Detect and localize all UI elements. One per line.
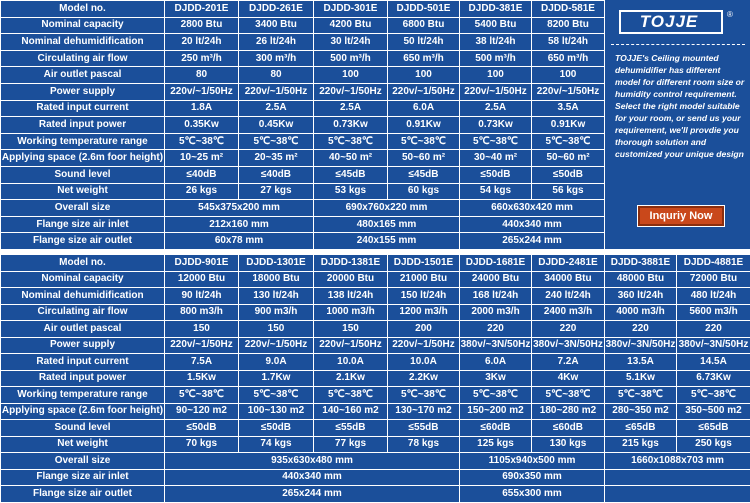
merged-cell: 440x340 mm — [460, 216, 605, 233]
table-cell: 250 kgs — [677, 436, 750, 453]
table-row — [1, 354, 750, 371]
table-cell: 220v/~1/50Hz — [388, 83, 460, 100]
table-cell: 70 kgs — [165, 436, 239, 453]
table-cell: 220 — [460, 321, 532, 338]
table-row — [1, 117, 605, 134]
table-cell: 5℃~38℃ — [239, 133, 314, 150]
table-cell: 5℃~38℃ — [314, 133, 388, 150]
table-cell: 5℃~38℃ — [460, 387, 532, 404]
row-label: Flange size air inlet — [1, 216, 165, 233]
table-cell: 140~160 m2 — [314, 403, 388, 420]
table-cell: 5℃~38℃ — [314, 387, 388, 404]
row-label: Rated input current — [1, 354, 165, 371]
table-cell: 2400 m3/h — [532, 304, 605, 321]
row-label: Air outlet pascal — [1, 67, 165, 84]
table-row — [1, 387, 750, 404]
table-cell: ≤45dB — [388, 166, 460, 183]
table-cell: 150 — [165, 321, 239, 338]
table-row — [1, 1, 605, 18]
table-cell: DJDD-1301E — [239, 255, 314, 272]
table-cell: 220v/~1/50Hz — [314, 337, 388, 354]
table-cell: ≤40dB — [165, 166, 239, 183]
panel-divider — [611, 44, 745, 45]
table-cell: 5℃~38℃ — [388, 387, 460, 404]
table-cell: 0.91Kw — [532, 117, 605, 134]
table-row — [1, 83, 605, 100]
table-cell: 500 m³/h — [314, 50, 388, 67]
table-cell: 3400 Btu — [239, 17, 314, 34]
row-label: Flange size air outlet — [1, 486, 165, 503]
table-cell: 53 kgs — [314, 183, 388, 200]
table-cell: ≤45dB — [314, 166, 388, 183]
table-cell: 240 lt/24h — [532, 288, 605, 305]
table-cell: DJDD-901E — [165, 255, 239, 272]
table-cell: 5℃~38℃ — [532, 133, 605, 150]
table-cell: 20~35 m² — [239, 150, 314, 167]
table-cell: 78 kgs — [388, 436, 460, 453]
table-cell: 60 kgs — [388, 183, 460, 200]
table-cell: 10~25 m² — [165, 150, 239, 167]
table-cell: 100 — [532, 67, 605, 84]
merged-cell: 240x155 mm — [314, 233, 460, 250]
table-row — [1, 436, 750, 453]
table-cell: 200 — [388, 321, 460, 338]
table-cell: 380v/~3N/50Hz — [532, 337, 605, 354]
table-cell: 1.5Kw — [165, 370, 239, 387]
table-cell: 350~500 m2 — [677, 403, 750, 420]
table-cell: 2000 m3/h — [460, 304, 532, 321]
merged-cell: 212x160 mm — [165, 216, 314, 233]
table-cell: 5℃~38℃ — [460, 133, 532, 150]
row-label: Sound level — [1, 420, 165, 437]
table-row — [1, 288, 750, 305]
row-label: Nominal dehumidification — [1, 288, 165, 305]
row-label: Nominal capacity — [1, 271, 165, 288]
table-cell: 6.73Kw — [677, 370, 750, 387]
table-row — [1, 200, 605, 217]
table-cell: 100 — [388, 67, 460, 84]
table-cell: 220 — [532, 321, 605, 338]
table-cell: 0.35Kw — [165, 117, 239, 134]
table-cell: 800 m3/h — [165, 304, 239, 321]
row-label: Net weight — [1, 183, 165, 200]
table-cell: 40~50 m² — [314, 150, 388, 167]
row-label: Flange size air outlet — [1, 233, 165, 250]
row-label: Applying space (2.6m foor height) — [1, 403, 165, 420]
merged-cell: 660x630x420 mm — [460, 200, 605, 217]
merged-cell: 690x350 mm — [460, 469, 605, 486]
table-cell: 5℃~38℃ — [388, 133, 460, 150]
row-label: Applying space (2.6m foor height) — [1, 150, 165, 167]
table-cell: 24000 Btu — [460, 271, 532, 288]
table-cell: 1000 m3/h — [314, 304, 388, 321]
table-cell: 5℃~38℃ — [605, 387, 677, 404]
row-label: Working temperature range — [1, 387, 165, 404]
table-cell: DJDD-2481E — [532, 255, 605, 272]
merged-cell: 1660x1088x703 mm — [605, 453, 750, 470]
table-cell: 168 lt/24h — [460, 288, 532, 305]
table-row — [1, 370, 750, 387]
table-cell: 9.0A — [239, 354, 314, 371]
table-cell: DJDD-301E — [314, 1, 388, 18]
table-cell: 0.45Kw — [239, 117, 314, 134]
table-cell: 5℃~38℃ — [165, 133, 239, 150]
table-cell: ≤60dB — [532, 420, 605, 437]
table-row — [1, 100, 605, 117]
table-cell: 26 kgs — [165, 183, 239, 200]
table-cell: 5400 Btu — [460, 17, 532, 34]
row-label: Working temperature range — [1, 133, 165, 150]
table-cell: ≤50dB — [239, 420, 314, 437]
table-cell: 3.5A — [532, 100, 605, 117]
table-cell: 5℃~38℃ — [239, 387, 314, 404]
table-cell: 10.0A — [388, 354, 460, 371]
table-cell: 38 lt/24h — [460, 34, 532, 51]
table-cell: DJDD-1381E — [314, 255, 388, 272]
table-cell: 4Kw — [532, 370, 605, 387]
table-cell: 30~40 m² — [460, 150, 532, 167]
merged-cell: 265x244 mm — [460, 233, 605, 250]
table-cell: ≤50dB — [165, 420, 239, 437]
table-cell: 138 lt/24h — [314, 288, 388, 305]
table-row — [1, 34, 605, 51]
row-label: Overall size — [1, 200, 165, 217]
table-cell: DJDD-261E — [239, 1, 314, 18]
table-cell: 14.5A — [677, 354, 750, 371]
merged-cell — [605, 486, 750, 503]
table-cell: 1.8A — [165, 100, 239, 117]
table-cell: 2800 Btu — [165, 17, 239, 34]
table-cell: DJDD-3881E — [605, 255, 677, 272]
table-cell: 5600 m3/h — [677, 304, 750, 321]
table-cell: 50~60 m² — [388, 150, 460, 167]
table-cell: 20000 Btu — [314, 271, 388, 288]
table-cell: 1200 m3/h — [388, 304, 460, 321]
row-label: Nominal capacity — [1, 17, 165, 34]
table-cell: 360 lt/24h — [605, 288, 677, 305]
table-cell: 100 — [460, 67, 532, 84]
table-row — [1, 255, 750, 272]
merged-cell: 1105x940x500 mm — [460, 453, 605, 470]
table-cell: 13.5A — [605, 354, 677, 371]
table-cell: 6.0A — [460, 354, 532, 371]
row-label: Nominal dehumidification — [1, 34, 165, 51]
row-label: Net weight — [1, 436, 165, 453]
table-cell: 380v/~3N/50Hz — [605, 337, 677, 354]
table-cell: 0.73Kw — [314, 117, 388, 134]
merged-cell: 935x630x480 mm — [165, 453, 460, 470]
table-cell: DJDD-4881E — [677, 255, 750, 272]
row-label: Power supply — [1, 83, 165, 100]
table-cell: 220 — [605, 321, 677, 338]
table-cell: 21000 Btu — [388, 271, 460, 288]
table-cell: 125 kgs — [460, 436, 532, 453]
table-cell: 2.2Kw — [388, 370, 460, 387]
merged-cell: 440x340 mm — [165, 469, 460, 486]
table-row — [1, 486, 750, 503]
row-label: Model no. — [1, 1, 165, 18]
table-cell: 2.5A — [314, 100, 388, 117]
table-cell: 77 kgs — [314, 436, 388, 453]
table-cell: 150~200 m2 — [460, 403, 532, 420]
table-cell: 150 lt/24h — [388, 288, 460, 305]
table-cell: 3Kw — [460, 370, 532, 387]
table-row — [1, 133, 605, 150]
table-cell: 220v/~1/50Hz — [165, 337, 239, 354]
table-cell: 380v/~3N/50Hz — [460, 337, 532, 354]
table-cell: 280~350 m2 — [605, 403, 677, 420]
row-label: Power supply — [1, 337, 165, 354]
table-cell: 5.1Kw — [605, 370, 677, 387]
table-cell: 90~120 m2 — [165, 403, 239, 420]
table-cell: 80 — [165, 67, 239, 84]
table-cell: 27 kgs — [239, 183, 314, 200]
row-label: Sound level — [1, 166, 165, 183]
table-row — [1, 420, 750, 437]
table-cell: ≤65dB — [605, 420, 677, 437]
table-cell: 500 m³/h — [460, 50, 532, 67]
table-cell: 220 — [677, 321, 750, 338]
table-cell: 150 — [239, 321, 314, 338]
table-row — [1, 453, 750, 470]
table-cell: 4000 m3/h — [605, 304, 677, 321]
table-cell: 90 lt/24h — [165, 288, 239, 305]
merged-cell: 690x760x220 mm — [314, 200, 460, 217]
table-row — [1, 67, 605, 84]
table-cell: 5℃~38℃ — [165, 387, 239, 404]
table-cell: 72000 Btu — [677, 271, 750, 288]
table-cell: ≤65dB — [677, 420, 750, 437]
table-cell: DJDD-381E — [460, 1, 532, 18]
table-cell: 100 — [314, 67, 388, 84]
table-cell: 48000 Btu — [605, 271, 677, 288]
table-cell: DJDD-1501E — [388, 255, 460, 272]
merged-cell: 655x300 mm — [460, 486, 605, 503]
table-cell: 220v/~1/50Hz — [532, 83, 605, 100]
table-cell: 220v/~1/50Hz — [239, 337, 314, 354]
info-panel — [604, 0, 750, 249]
table-cell: 180~280 m2 — [532, 403, 605, 420]
table-row — [1, 216, 605, 233]
table-cell: 7.5A — [165, 354, 239, 371]
table-cell: 34000 Btu — [532, 271, 605, 288]
table-cell: 20 lt/24h — [165, 34, 239, 51]
table-cell: 4200 Btu — [314, 17, 388, 34]
row-label: Rated input power — [1, 370, 165, 387]
table-cell: DJDD-1681E — [460, 255, 532, 272]
row-label: Overall size — [1, 453, 165, 470]
table-cell: 2.5A — [239, 100, 314, 117]
row-label: Flange size air inlet — [1, 469, 165, 486]
table-cell: 220v/~1/50Hz — [388, 337, 460, 354]
table-cell: 5℃~38℃ — [677, 387, 750, 404]
table-cell: 100~130 m2 — [239, 403, 314, 420]
merged-cell — [605, 469, 750, 486]
table-row — [1, 403, 750, 420]
table-cell: 80 — [239, 67, 314, 84]
table-row — [1, 150, 605, 167]
table-cell: 220v/~1/50Hz — [460, 83, 532, 100]
table-cell: 56 kgs — [532, 183, 605, 200]
brand-name: TOJJE — [619, 12, 719, 32]
table-row — [1, 17, 605, 34]
table-cell: 12000 Btu — [165, 271, 239, 288]
table-cell: 5℃~38℃ — [532, 387, 605, 404]
table-cell: 130~170 m2 — [388, 403, 460, 420]
merged-cell: 480x165 mm — [314, 216, 460, 233]
table-cell: 215 kgs — [605, 436, 677, 453]
table-cell: 0.91Kw — [388, 117, 460, 134]
table-cell: DJDD-501E — [388, 1, 460, 18]
row-label: Circulating air flow — [1, 50, 165, 67]
table-cell: 130 kgs — [532, 436, 605, 453]
table-row — [1, 271, 750, 288]
table-cell: ≤55dB — [314, 420, 388, 437]
panel-description: TOJJE's Ceiling mounted dehumidifier has different model for different room size or humidity control requirement. Select the right model suitable for your room, or send us your requirement, we'll provdie you thorough solution and customized your unique design — [615, 52, 747, 160]
table-cell: 7.2A — [532, 354, 605, 371]
table-row — [1, 337, 750, 354]
table-cell: ≤50dB — [532, 166, 605, 183]
table-cell: 6800 Btu — [388, 17, 460, 34]
table-cell: 650 m³/h — [532, 50, 605, 67]
spec-table-small-models — [0, 0, 605, 250]
table-cell: 0.73Kw — [460, 117, 532, 134]
merged-cell: 60x78 mm — [165, 233, 314, 250]
table-cell: ≤55dB — [388, 420, 460, 437]
table-row — [1, 233, 605, 250]
table-row — [1, 469, 750, 486]
table-cell: 130 lt/24h — [239, 288, 314, 305]
table-cell: ≤60dB — [460, 420, 532, 437]
table-cell: 50~60 m² — [532, 150, 605, 167]
table-cell: 54 kgs — [460, 183, 532, 200]
row-label: Air outlet pascal — [1, 321, 165, 338]
table-cell: 300 m³/h — [239, 50, 314, 67]
table-cell: 74 kgs — [239, 436, 314, 453]
row-label: Rated input power — [1, 117, 165, 134]
inquiry-now-button[interactable]: Inquriy Now — [637, 205, 725, 227]
brand-logo — [619, 10, 723, 38]
table-cell: DJDD-201E — [165, 1, 239, 18]
table-cell: 18000 Btu — [239, 271, 314, 288]
table-cell: ≤40dB — [239, 166, 314, 183]
table-cell: 30 lt/24h — [314, 34, 388, 51]
table-cell: 250 m³/h — [165, 50, 239, 67]
table-cell: 380v/~3N/50Hz — [677, 337, 750, 354]
table-cell: DJDD-581E — [532, 1, 605, 18]
table-cell: 220v/~1/50Hz — [165, 83, 239, 100]
row-label: Rated input current — [1, 100, 165, 117]
table-cell: 2.5A — [460, 100, 532, 117]
table-row — [1, 183, 605, 200]
table-cell: 6.0A — [388, 100, 460, 117]
table-row — [1, 50, 605, 67]
row-label: Circulating air flow — [1, 304, 165, 321]
table-cell: 2.1Kw — [314, 370, 388, 387]
table-cell: 8200 Btu — [532, 17, 605, 34]
table-row — [1, 321, 750, 338]
merged-cell: 265x244 mm — [165, 486, 460, 503]
table-cell: 650 m³/h — [388, 50, 460, 67]
table-cell: 50 lt/24h — [388, 34, 460, 51]
row-label: Model no. — [1, 255, 165, 272]
table-cell: 220v/~1/50Hz — [314, 83, 388, 100]
table-cell: 26 lt/24h — [239, 34, 314, 51]
table-cell: 480 lt/24h — [677, 288, 750, 305]
merged-cell: 545x375x200 mm — [165, 200, 314, 217]
table-cell: 220v/~1/50Hz — [239, 83, 314, 100]
table-row — [1, 304, 750, 321]
table-cell: 10.0A — [314, 354, 388, 371]
spec-table-large-models — [0, 254, 750, 503]
registered-mark: ® — [727, 10, 733, 19]
table-cell: 58 lt/24h — [532, 34, 605, 51]
table-cell: 150 — [314, 321, 388, 338]
table-cell: 900 m3/h — [239, 304, 314, 321]
table-cell: ≤50dB — [460, 166, 532, 183]
table-cell: 1.7Kw — [239, 370, 314, 387]
table-row — [1, 166, 605, 183]
